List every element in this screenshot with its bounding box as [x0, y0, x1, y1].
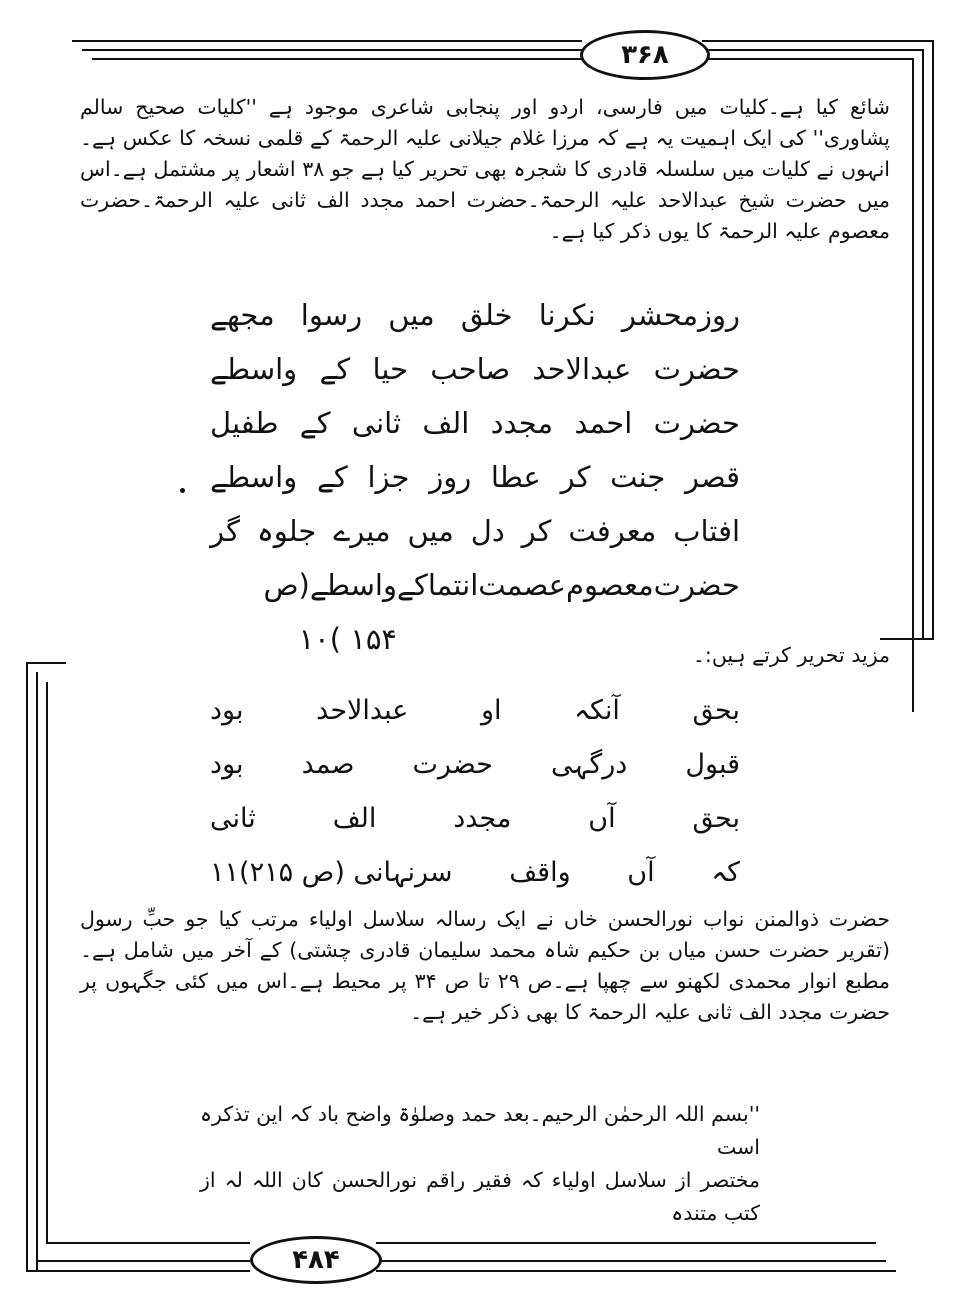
verse-line — [210, 450, 740, 504]
verse-word: روز — [429, 460, 472, 494]
verse-word: او — [480, 695, 502, 726]
verse-word: حضرت — [653, 352, 740, 386]
verse-word: انتما — [427, 568, 479, 602]
quote-line-2: مختصر از سلاسل اولیاء کہ فقیر راقم نورالحسن کان اللہ لہ از کتب متندہ — [200, 1168, 760, 1225]
paragraph-1: شائع کیا ہے۔کلیات میں فارسی، اردو اور پنجابی شاعری موجود ہے ''کلیات صحیح سالم پشاوری'' کی ایک اہمیت یہ ہے کہ مرزا غلام جیلانی علیہ الرحمۃ کے قلمی نسخہ کا عکس ہے۔انہوں نے کلیات میں سلسلہ قادری کا شجرہ بھی تحریر کیا ہے جو ۳۸ اشعار پر مشتمل ہے۔اس میں حضرت شیخ عبدالاحد علیہ الرحمۃ۔حضرت احمد مجدد الف ثانی علیہ الرحمۃ۔حضرت معصوم علیہ الرحمۃ کا یوں ذکر کیا ہے۔ — [80, 95, 891, 243]
verse-block-1 — [210, 288, 740, 656]
verse-word: حیا — [372, 352, 408, 386]
verse-word: عبدالاحد — [532, 352, 632, 386]
verse-word: افتاب — [673, 514, 740, 548]
verse-word: قبول — [685, 749, 740, 780]
verse-word: معصوم — [566, 568, 654, 602]
verse-word: میرے — [333, 514, 391, 548]
verse-word: بحق — [692, 803, 740, 834]
verse-word: کر — [560, 460, 591, 494]
verse-word: رسوا — [300, 298, 363, 332]
verse-word: جزا — [367, 460, 410, 494]
verse-line — [210, 504, 740, 558]
verse-word: حضرت — [653, 568, 740, 602]
verse-word: کے — [316, 460, 348, 494]
verse-word: واسطے — [210, 460, 298, 494]
verse-word: کر — [521, 514, 552, 548]
verse-line — [210, 684, 740, 738]
verse-word: واقف — [509, 857, 571, 888]
verse-line — [210, 396, 740, 450]
verse-word: عطا — [490, 460, 541, 494]
verse-word: کے — [319, 352, 351, 386]
verse-word: صمد — [301, 749, 355, 780]
verse-word: خلق — [460, 298, 513, 332]
intro-line-2: مزید تحریر کرتے ہیں:۔ — [692, 643, 890, 667]
verse-line — [210, 738, 740, 792]
verse-word: آں — [588, 803, 616, 834]
verse-word: عصمت — [478, 568, 566, 602]
verse-word: ثانی — [351, 406, 402, 440]
verse-word: ثانی — [210, 803, 256, 834]
verse-word: جلوہ — [256, 514, 317, 548]
verse-word: عبدالاحد — [316, 695, 409, 726]
verse-block-2 — [210, 684, 740, 900]
verse-word: میں — [388, 298, 435, 332]
verse-word: بحق — [692, 695, 740, 726]
verse-word: دل — [470, 514, 505, 548]
paragraph-2: حضرت ذوالمنن نواب نورالحسن خاں نے ایک رسالہ سلاسل اولیاء مرتب کیا جو حبِّ رسول (تقریر حضرت حسن میاں بن حکیم شاہ محمد سلیمان قادری چشتی) کے آخر میں شامل ہے۔مطبع انوار محمدی لکھنو سے چھپا ہے۔ص ۲۹ تا ص ۳۴ پر محیط ہے۔اس میں کئی جگہوں پر حضرت مجدد الف ثانی علیہ الرحمۃ کا بھی ذکر خیر ہے۔ — [80, 907, 890, 1024]
verse-word: روزمحشر — [621, 298, 740, 332]
verse-word: صاحب — [430, 352, 511, 386]
verse-word: درگہی — [551, 749, 628, 780]
verse-word: کے — [397, 568, 428, 602]
verse-line — [210, 558, 740, 656]
verse-word: الف — [422, 406, 470, 440]
verse-line — [210, 846, 740, 900]
verse-word: معرفت — [568, 514, 657, 548]
verse-word: حضرت — [653, 406, 740, 440]
verse-word: واسطے(ص ۱۵۴ )۱۰ — [263, 568, 397, 656]
verse-word: مجھے — [210, 298, 275, 332]
verse-word: مجدد — [490, 406, 553, 440]
verse-word: کہ — [711, 857, 740, 888]
verse-word: گر — [210, 514, 240, 548]
verse-word: آنکہ — [574, 695, 620, 726]
verse-word: قصر — [684, 460, 740, 494]
verse-word: حضرت — [412, 749, 493, 780]
verse-word: نکرنا — [538, 298, 596, 332]
page-number-bottom-text: ۴۸۴ — [292, 1245, 340, 1275]
page-number-top — [580, 30, 710, 80]
verse-word: الف — [332, 803, 377, 834]
quote-block — [200, 1098, 760, 1230]
verse-word: جنت — [610, 460, 666, 494]
verse-word: میں — [407, 514, 454, 548]
verse-word: واسطے — [210, 352, 298, 386]
verse-word: بود — [210, 749, 244, 780]
verse-line — [210, 288, 740, 342]
verse-word: طفیل — [210, 406, 279, 440]
verse-line — [210, 792, 740, 846]
verse-word: سرنہانی (ص ۲۱۵)۱۱ — [210, 857, 453, 888]
verse-line — [210, 342, 740, 396]
stray-dot — [180, 488, 185, 493]
page-number-top-text: ۳۶۸ — [621, 40, 669, 70]
verse-word: آں — [627, 857, 655, 888]
verse-word: بود — [210, 695, 244, 726]
verse-word: مجدد — [453, 803, 512, 834]
verse-word: کے — [299, 406, 331, 440]
quote-line-1: ''بسم اللہ الرحمٰن الرحیم۔بعد حمد وصلوٰۃ واضح باد کہ این تذکرہ است — [200, 1102, 760, 1159]
verse-word: احمد — [574, 406, 633, 440]
page-number-bottom — [250, 1236, 382, 1284]
